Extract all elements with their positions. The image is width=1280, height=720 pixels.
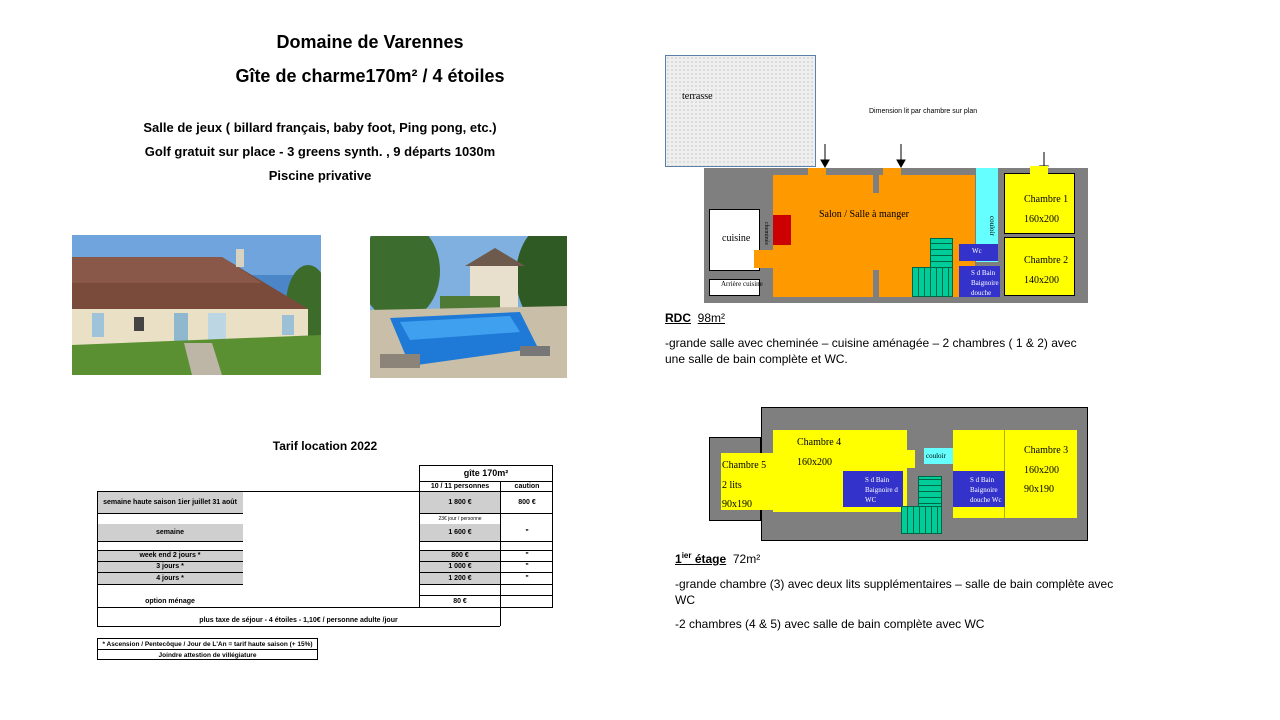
- table-line: [97, 649, 318, 650]
- table-line: [552, 465, 553, 607]
- tariff-col-persons: 10 / 11 personnes: [430, 483, 490, 490]
- table-line: [97, 550, 243, 551]
- table-line: [97, 491, 98, 626]
- tariff-row-caution: ": [525, 574, 529, 582]
- sdb-etage-left-label: S d Bain Baignoire d WC: [865, 476, 898, 504]
- table-line: [419, 541, 553, 542]
- chambre2-bed: 140x200: [1024, 275, 1059, 286]
- tariff-row-caution: ": [525, 563, 529, 570]
- tariff-header-main: gîte 170m²: [463, 468, 509, 478]
- tariff-tax-note: plus taxe de séjour - 4 étoiles - 1,10€ / personne adulte /jour: [199, 616, 398, 624]
- chambre5-beds: 2 lits: [722, 480, 742, 491]
- sdb-rdc-label: S d Bain Baignoire douche: [971, 269, 999, 297]
- etage-heading-sup: ier: [681, 551, 692, 560]
- chambre4-door: [905, 450, 915, 468]
- stairs-etage: [901, 506, 942, 534]
- tariff-row-caution: ": [525, 552, 529, 559]
- salon-label: Salon / Salle à manger: [819, 209, 909, 220]
- stairs-rdc: [912, 267, 953, 297]
- table-line: [419, 572, 553, 573]
- page-title: Domaine de Varennes: [276, 32, 464, 52]
- table-line: [419, 513, 553, 514]
- tariff-title: Tarif location 2022: [272, 439, 378, 453]
- table-line: [97, 607, 553, 608]
- table-line: [97, 541, 243, 542]
- feature-golf: Golf gratuit sur place - 3 greens synth. , 9 départs 1030m: [144, 144, 496, 159]
- tariff-row-caution: 800 €: [518, 499, 536, 506]
- etage-heading-word: étage: [694, 552, 727, 566]
- table-line: [419, 465, 420, 607]
- etage-description-1: -grande chambre (3) avec deux lits supplémentaires – salle de bain complète avec WC: [675, 577, 1114, 607]
- chambre5-bed: 90x190: [722, 499, 752, 510]
- table-line: [97, 626, 500, 627]
- table-line: [419, 465, 553, 466]
- tariff-footnote: Joindre attestion de villégiature: [158, 651, 257, 659]
- rdc-description: -grande salle avec cheminée – cuisine aménagée – 2 chambres ( 1 & 2) avec une salle de bain complète et WC.: [665, 336, 1077, 366]
- chambre2-label: Chambre 2: [1024, 255, 1069, 266]
- chambre4-label: Chambre 4: [797, 437, 842, 448]
- tariff-row-price: 1 600 €: [419, 524, 501, 541]
- couloir-etage-label: couloir: [926, 452, 946, 460]
- tariff-footnote: * Ascension / Pentecôque / Jour de L'An = tarif haute saison (+ 15%): [102, 641, 313, 648]
- rdc-heading: [665, 311, 725, 325]
- rdc-heading-label: RDC: [665, 311, 691, 325]
- tariff-row-label: semaine haute saison 1ier juillet 31 août: [97, 492, 243, 513]
- table-line: [500, 607, 501, 626]
- tariff-row-caution: ": [525, 529, 529, 536]
- terrasse-label: terrasse: [682, 91, 713, 102]
- table-line: [97, 491, 553, 492]
- wc-label: Wc: [972, 247, 982, 255]
- table-line: [419, 584, 553, 585]
- chambre1-label: Chambre 1: [1024, 194, 1069, 205]
- feature-pool: Piscine privative: [268, 168, 372, 183]
- couloir-label: couloir: [988, 216, 996, 236]
- salon-window: [808, 168, 826, 176]
- etage-area: 72m²: [732, 552, 761, 566]
- table-line: [500, 481, 501, 607]
- table-line: [97, 584, 243, 585]
- tariff-row-price: 1 200 €: [419, 572, 501, 584]
- house-photo: [72, 235, 321, 375]
- table-line: [97, 572, 243, 573]
- tariff-row-price: 80 €: [453, 597, 467, 605]
- tariff-per-day-note: 23€ jour / personne: [438, 515, 482, 522]
- feature-games: Salle de jeux ( billard français, baby foot, Ping pong, etc.): [143, 120, 497, 135]
- salon-door: [754, 250, 774, 268]
- tariff-table: [0, 0, 1, 1]
- table-line: [419, 595, 553, 596]
- tariff-col-caution: caution: [514, 483, 540, 490]
- table-line: [419, 561, 553, 562]
- chambre3-label: Chambre 3: [1024, 445, 1069, 456]
- tariff-row-price: 1 000 €: [419, 561, 501, 572]
- etage-heading-num: 1: [675, 552, 682, 566]
- salon-pillar: [873, 270, 879, 297]
- table-line: [97, 561, 243, 562]
- rdc-area: 98m²: [697, 311, 726, 325]
- tariff-row-label: semaine: [97, 524, 243, 541]
- page-subtitle: Gîte de charme170m² / 4 étoiles: [235, 66, 505, 86]
- tariff-row-label: 4 jours *: [97, 572, 243, 584]
- salon-pillar: [873, 175, 879, 193]
- tariff-row-label: week end 2 jours *: [97, 550, 243, 561]
- etage-heading: [675, 551, 760, 566]
- stairs-rdc: [930, 238, 953, 268]
- cheminee: [773, 215, 791, 245]
- chambre3-bed: 90x190: [1024, 484, 1054, 495]
- dimension-note: Dimension lit par chambre sur plan: [869, 108, 978, 115]
- tariff-row-price: 800 €: [419, 550, 501, 561]
- chambre4-bed: 160x200: [797, 457, 832, 468]
- etage-description-2: -2 chambres (4 & 5) avec salle de bain complète avec WC: [675, 617, 985, 631]
- table-line: [419, 481, 553, 482]
- tariff-row-price: 1 800 €: [419, 492, 501, 513]
- chambre5-label: Chambre 5: [722, 460, 767, 471]
- pool-photo: [370, 236, 567, 378]
- salon-window: [883, 168, 901, 176]
- tariff-row-label: option ménage: [145, 597, 195, 605]
- table-line: [97, 513, 243, 514]
- sdb-etage-right-label: S d Bain Baignoire douche Wc: [970, 476, 1002, 504]
- cuisine-label: cuisine: [722, 233, 751, 244]
- table-line: [419, 550, 553, 551]
- tariff-row-label: 3 jours *: [97, 561, 243, 572]
- arriere-cuisine-label: Arrière cuisine: [721, 280, 763, 288]
- chambre3-bed: 160x200: [1024, 465, 1059, 476]
- chambre1-window: [1030, 166, 1048, 174]
- chambre2-room: [1004, 237, 1075, 296]
- chambre1-bed: 160x200: [1024, 214, 1059, 225]
- cheminee-label: cheminée: [763, 222, 769, 245]
